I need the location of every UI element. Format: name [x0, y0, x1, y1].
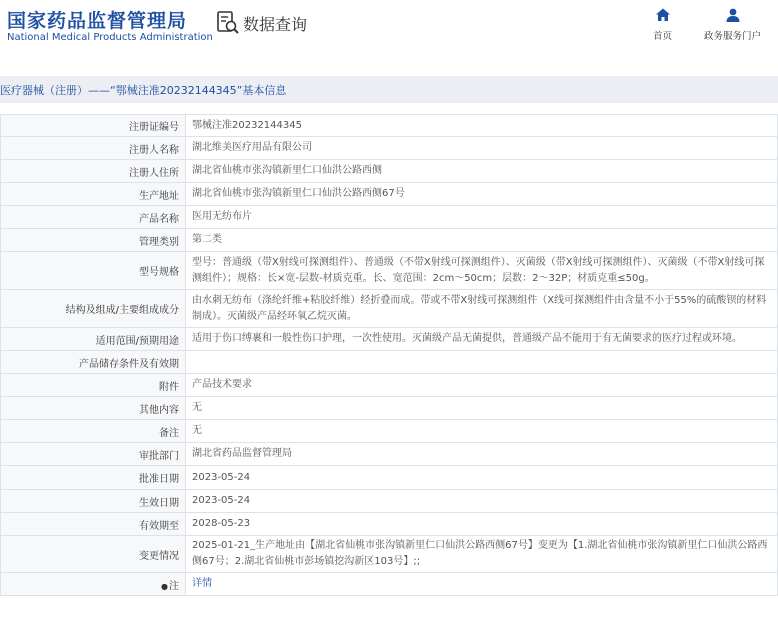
row-label	[1, 290, 186, 328]
nav-service-portal[interactable]	[704, 7, 761, 42]
table-row	[1, 351, 778, 374]
row-label-text: 产品名称	[139, 213, 179, 225]
data-query-link[interactable]	[216, 10, 307, 36]
row-label	[1, 374, 186, 397]
row-value-text: 湖北省药品监督管理局	[192, 448, 292, 459]
row-label-text: 附件	[159, 381, 179, 393]
row-label-text: 管理类别	[139, 236, 179, 248]
breadcrumb-bar	[0, 76, 778, 103]
row-label	[1, 536, 186, 573]
table-row	[1, 137, 778, 160]
row-label-text: 其他内容	[139, 404, 179, 416]
row-value	[186, 290, 778, 328]
details-link[interactable]: 详情	[192, 578, 212, 589]
table-row	[1, 573, 778, 596]
breadcrumb: 医疗器械（注册）——“鄂械注准20232144345”基本信息	[0, 83, 287, 97]
row-value	[186, 397, 778, 420]
row-value	[186, 573, 778, 596]
row-label-text: 批准日期	[139, 474, 179, 485]
row-label-text: 结构及组成/主要组成成分	[65, 305, 179, 316]
nav-home-label: 首页	[653, 31, 673, 42]
site-logo-subtitle[interactable]: National Medical Products Administration	[7, 32, 213, 43]
row-value-text: 鄂械注准20232144345	[192, 119, 302, 131]
row-label-text: 变更情况	[139, 550, 179, 562]
row-label	[1, 328, 186, 351]
table-row	[1, 328, 778, 351]
table-row	[1, 290, 778, 328]
table-row	[1, 443, 778, 466]
row-value-text: 湖北省仙桃市张沟镇新里仁口仙洪公路西侧	[192, 165, 382, 176]
row-value-text: 由水刺无纺布（涤纶纤维+粘胶纤维）经折叠而成。带或不带X射线可探测组件（X线可探测组件由含量不小于55%的硫酸钡的材料制成）。灭菌级产品经环氧乙烷灭菌。	[192, 294, 767, 322]
row-label-text: 适用范围/预期用途	[95, 335, 179, 347]
row-value	[186, 328, 778, 351]
row-label	[1, 466, 186, 490]
row-label	[1, 443, 186, 466]
table-row	[1, 513, 778, 536]
row-value-text: 型号：普通级（带X射线可探测组件）、普通级（不带X射线可探测组件）、灭菌级（带X射线可探测组件）、灭菌级（不带X射线可探测组件）；规格：长×宽-层数-材质克重。长、宽范围：2cm～50cm；层数：2～32P；材质克重≤50g。	[192, 256, 765, 284]
row-value-text: 无	[192, 425, 202, 436]
table-row	[1, 115, 778, 137]
row-value	[186, 466, 778, 490]
row-value-text: 医用无纺布片	[192, 211, 252, 222]
row-value-text: 湖北省仙桃市张沟镇新里仁口仙洪公路西侧67号	[192, 188, 405, 199]
row-value-text: 产品技术要求	[192, 379, 252, 390]
row-label	[1, 513, 186, 536]
row-value	[186, 490, 778, 513]
row-label-text: 注册人住所	[129, 167, 179, 179]
home-icon	[655, 7, 671, 23]
table-row	[1, 397, 778, 420]
row-label	[1, 252, 186, 290]
user-icon	[725, 7, 741, 23]
table-row	[1, 206, 778, 229]
row-value-text: 2023-05-24	[192, 471, 251, 483]
table-row	[1, 183, 778, 206]
row-label-text: 生产地址	[139, 190, 179, 202]
row-value	[186, 374, 778, 397]
row-label	[1, 490, 186, 513]
data-search-icon	[216, 10, 240, 36]
table-row	[1, 374, 778, 397]
row-value	[186, 115, 778, 137]
row-label	[1, 137, 186, 160]
row-label	[1, 351, 186, 374]
site-logo-title[interactable]: 国家药品监督管理局	[7, 10, 188, 32]
row-value	[186, 420, 778, 443]
row-value	[186, 183, 778, 206]
row-label-text: 审批部门	[139, 450, 179, 462]
row-value-text: 2028-05-23	[192, 518, 251, 529]
row-label	[1, 573, 186, 596]
row-value-text: 无	[192, 402, 202, 413]
row-value	[186, 536, 778, 573]
nav-service-portal-label: 政务服务门户	[704, 31, 762, 42]
table-row	[1, 466, 778, 490]
row-label-text: 注册人名称	[129, 144, 179, 156]
row-value	[186, 351, 778, 374]
location-pin-icon: ●	[161, 581, 168, 591]
row-value	[186, 229, 778, 252]
table-row	[1, 490, 778, 513]
row-value	[186, 160, 778, 183]
registration-info-table	[0, 114, 778, 596]
row-label-text: 生效日期	[139, 497, 179, 509]
row-value-text: 2025-01-21_生产地址由【湖北省仙桃市张沟镇新里仁口仙洪公路西侧67号】变更为【1.湖北省仙桃市张沟镇新里仁口仙洪公路西侧67号；2.湖北省仙桃市彭场镇挖沟新区103号】;;	[192, 540, 768, 567]
row-label-text: 产品储存条件及有效期	[79, 358, 179, 370]
data-query-label: 数据查询	[243, 14, 308, 34]
row-label	[1, 160, 186, 183]
row-value	[186, 206, 778, 229]
row-label	[1, 397, 186, 420]
row-value	[186, 443, 778, 466]
row-label	[1, 115, 186, 137]
table-row	[1, 160, 778, 183]
row-label	[1, 229, 186, 252]
row-value-text: 第二类	[192, 234, 222, 245]
table-row	[1, 229, 778, 252]
row-label	[1, 183, 186, 206]
table-row	[1, 536, 778, 573]
row-value-text: 2023-05-24	[192, 495, 251, 506]
row-label-text: 型号规格	[139, 267, 179, 278]
row-label-text: 注	[169, 580, 179, 592]
row-label	[1, 206, 186, 229]
row-value-text: 适用于伤口缚裹和一般性伤口护理，一次性使用。灭菌级产品无菌提供，普通级产品不能用于有无菌要求的医疗过程或环境。	[192, 333, 742, 344]
row-label-text: 备注	[159, 427, 179, 439]
nav-home[interactable]	[653, 7, 672, 42]
site-header	[0, 0, 778, 62]
row-value	[186, 252, 778, 290]
row-value-text: 湖北维美医疗用品有限公司	[192, 142, 312, 153]
row-value	[186, 513, 778, 536]
row-label-text: 注册证编号	[129, 122, 179, 133]
table-row	[1, 252, 778, 290]
row-value	[186, 137, 778, 160]
table-row	[1, 420, 778, 443]
row-label-text: 有效期至	[139, 520, 179, 532]
row-label	[1, 420, 186, 443]
